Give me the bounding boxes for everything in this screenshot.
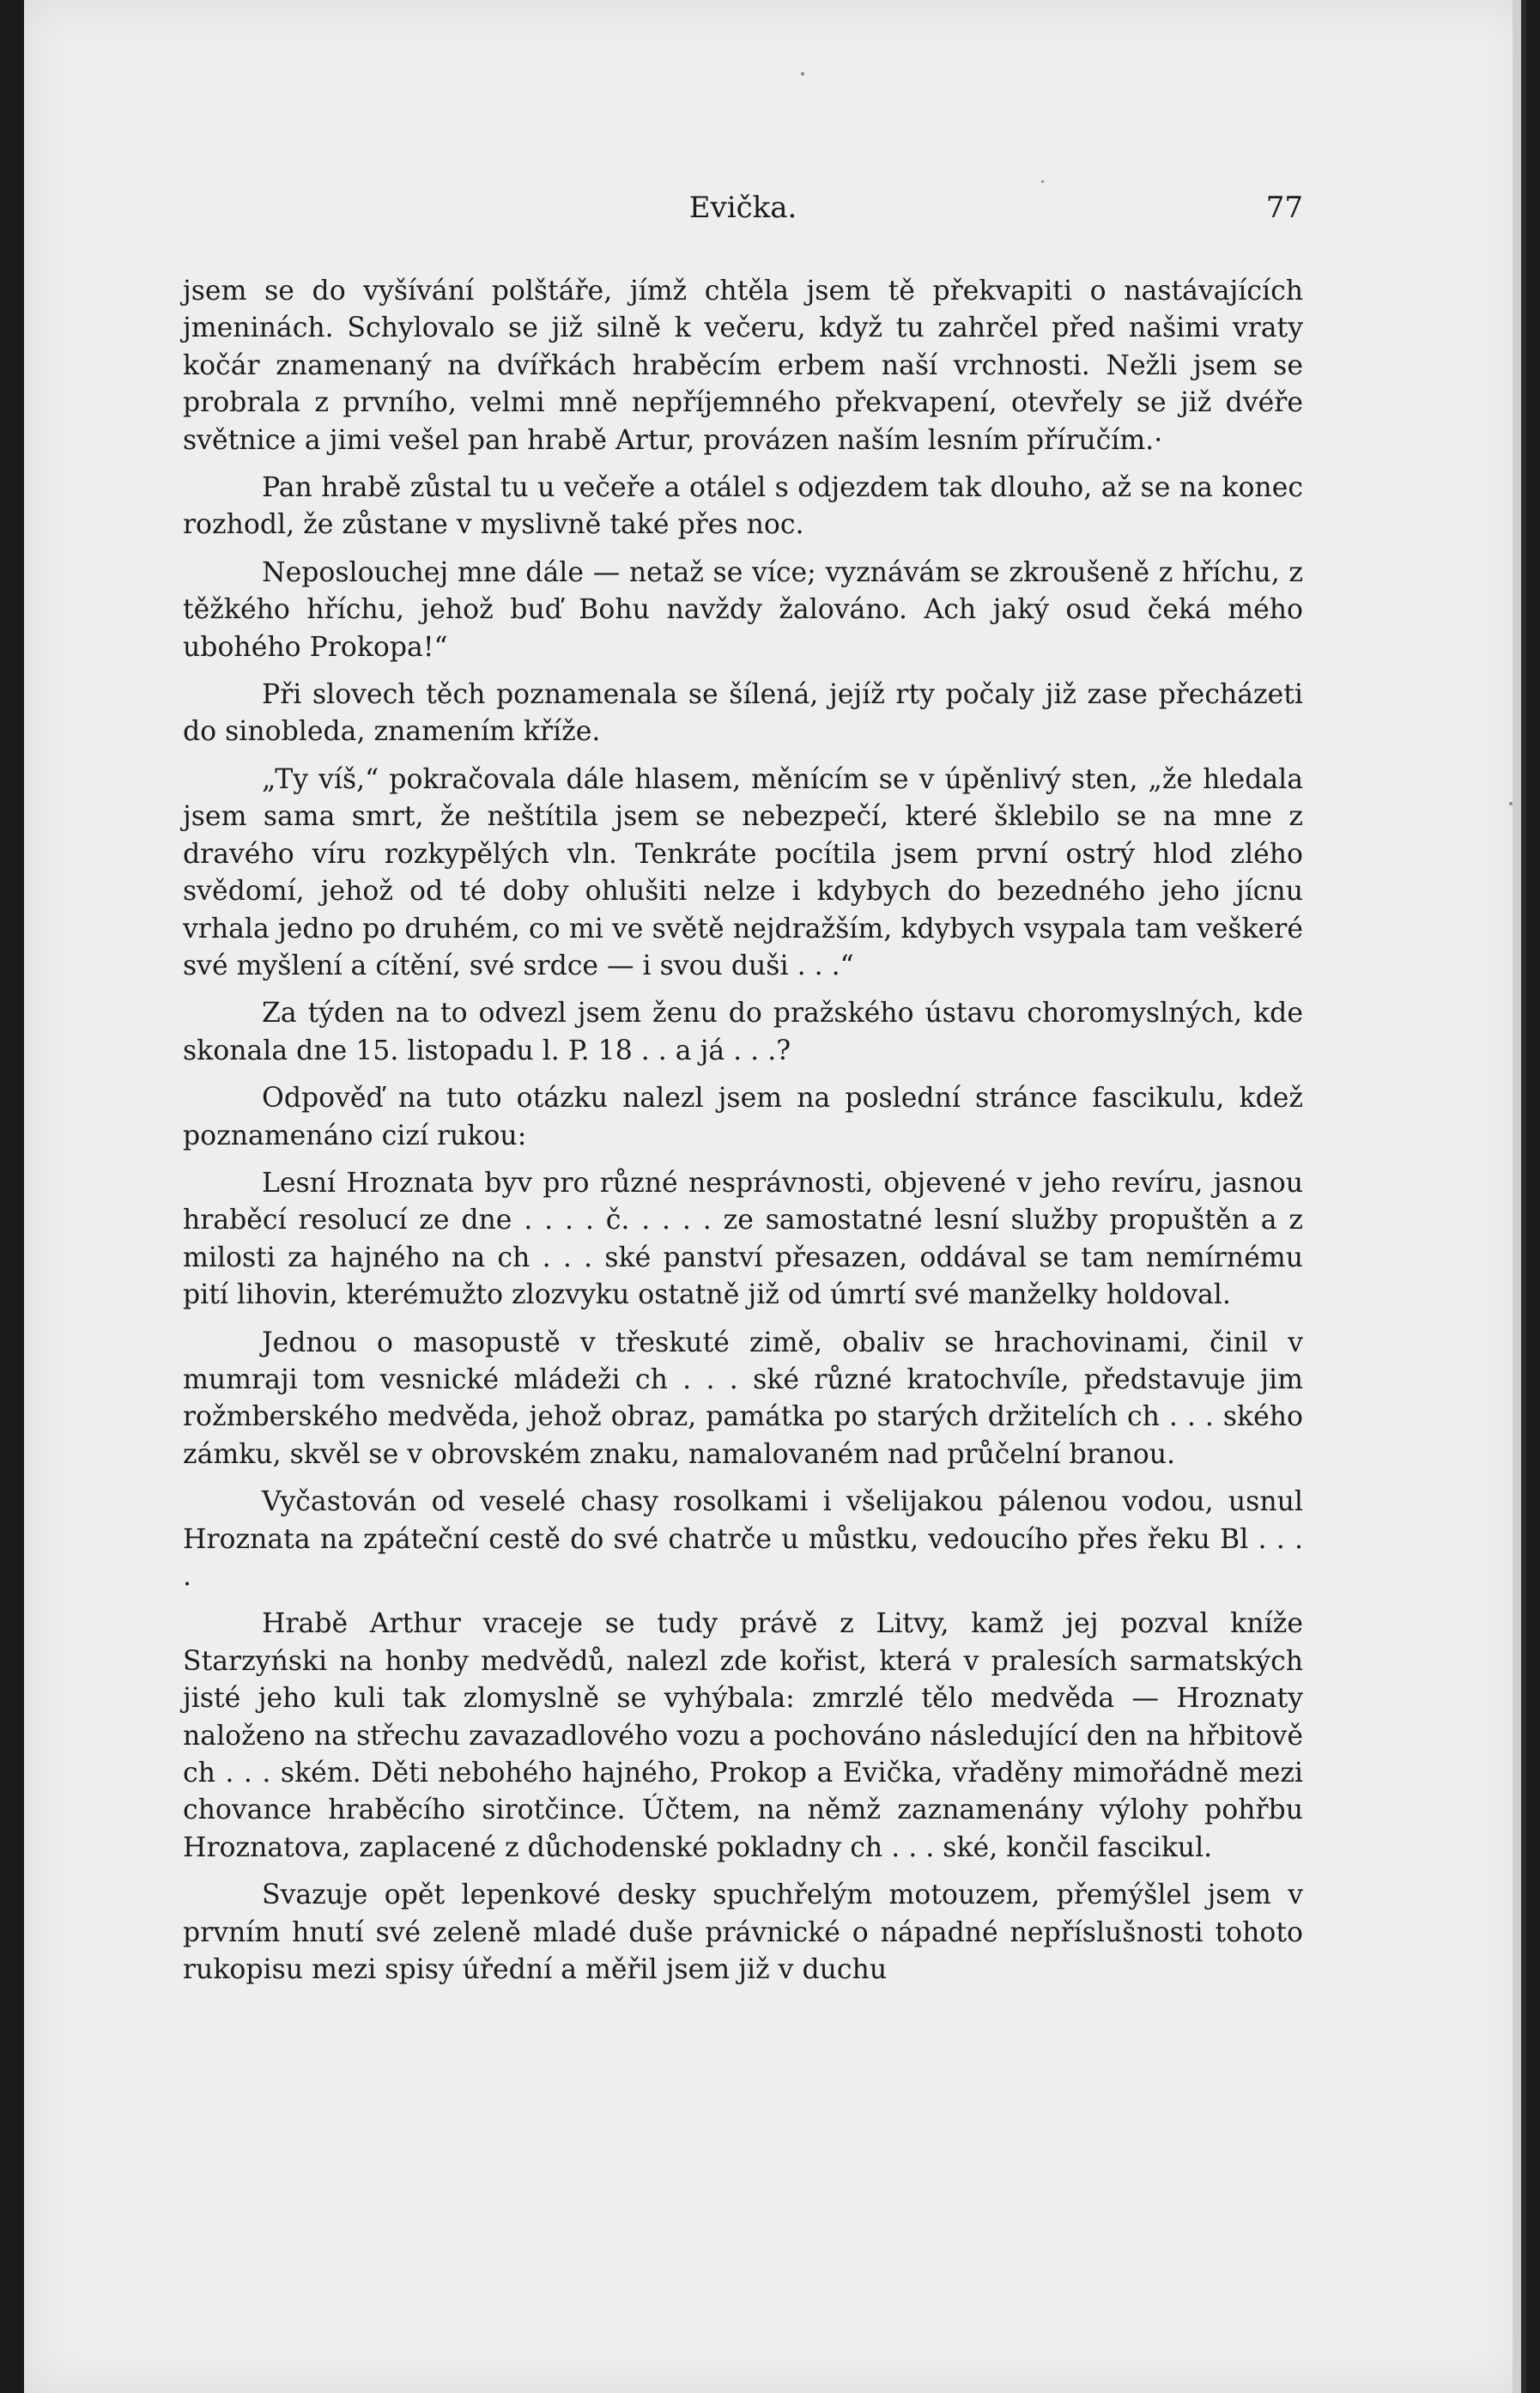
paragraph: „Ty víš,“ pokračovala dále hlasem, měnícím se v úpěnlivý sten, „že hledala jsem sama smrt, že neštítila jsem se nebezpečí, které šklebilo se na mne z dravého víru rozkypělých vln. Tenkráte pocítila jsem první ostrý hlod zlého svědomí, jehož od té doby ohlušiti nelze i kdybych do bezedného jeho jícnu vrhala jedno po druhém, co mi ve světě nejdražším, kdybych vsypala tam veškeré své myšlení a cítění, své srdce — i svou duši . . .“ xyxy=(183,763,1303,981)
paper-speck xyxy=(1041,180,1044,183)
page-edge-shadow xyxy=(1521,0,1526,2393)
paragraph: Pan hrabě zůstal tu u večeře a otálel s odjezdem tak dlouho, až se na konec rozhodl, že zůstane v myslivně také přes noc. xyxy=(183,472,1303,541)
paper-speck xyxy=(1509,802,1513,805)
paragraph: Jednou o masopustě v třeskuté zimě, obaliv se hrachovinami, činil v mumraji tom vesnické mládeži ch . . . ské různé kratochvíle, představuje jim rožmberského medvěda, jehož obraz, památka po starých držitelích ch . . . ského zámku, skvěl se v obrovském znaku, namalovaném nad průčelní branou. xyxy=(183,1327,1303,1470)
body-text xyxy=(183,273,1303,1999)
paragraph: Hrabě Arthur vraceje se tudy právě z Litvy, kamž jej pozval kníže Starzyński na honby medvědů, nalezl zde kořist, která v pralesích sarmatských jisté jeho kuli tak zlomyslně se vyhýbala: zmrzlé tělo medvěda — Hroznaty naloženo na střechu zavazadlového vozu a pochováno následující den na hřbitově ch . . . ském. Děti nebohého hajného, Prokop a Evička, vřaděny mimořádně mezi chovance hraběcího sirotčince. Účtem, na němž zaznamenány výlohy pohřbu Hroznatova, zaplacené z důchodenské pokladny ch . . . ské, končil fascikul. xyxy=(183,1608,1303,1863)
running-head xyxy=(183,191,1303,234)
paragraph: Za týden na to odvezl jsem ženu do pražského ústavu choromyslných, kde skonala dne 15. listopadu l. P. 18 . . a já . . .? xyxy=(183,998,1303,1066)
chapter-title: Evička. xyxy=(688,191,797,225)
page-number: 77 xyxy=(1265,191,1303,225)
paragraph: Neposlouchej mne dále — netaž se více; vyznávám se zkroušeně z hříchu, z těžkého hříchu, jehož buď Bohu navždy žalováno. Ach jaký osud čeká mého ubohého Prokopa!“ xyxy=(183,556,1303,663)
paragraph: Odpověď na tuto otázku nalezl jsem na poslední stránce fascikulu, kdež poznamenáno cizí rukou: xyxy=(183,1083,1303,1151)
book-page xyxy=(24,0,1526,2393)
paragraph: Svazuje opět lepenkové desky spuchřelým motouzem, přemýšlel jsem v prvním hnutí své zeleně mladé duše právnické o nápadné nepříslušnosti tohoto rukopisu mezi spisy úřední a měřil jsem již v duchu xyxy=(183,1880,1303,1986)
paper-speck xyxy=(801,72,804,76)
paragraph: jsem se do vyšívání polštáře, jímž chtěla jsem tě překvapiti o nastávajících jmeninách. Schylovalo se již silně k večeru, když tu zahrčel před našimi vraty kočár znamenaný na dvířkách hraběcím erbem naší vrchnosti. Nežli jsem se probrala z prvního, velmi mně nepříjemného překvapení, otevřely se již dvéře světnice a jimi vešel pan hrabě Artur, provázen naším lesním příručím.· xyxy=(183,276,1303,456)
paragraph: Vyčastován od veselé chasy rosolkami i všelijakou pálenou vodou, usnul Hroznata na zpáteční cestě do své chatrče u můstku, vedoucího přes řeku Bl . . . . xyxy=(183,1486,1303,1592)
paragraph: Lesní Hroznata byv pro různé nesprávnosti, objevené v jeho revíru, jasnou hraběcí resolucí ze dne . . . . č. . . . . ze samostatné lesní služby propuštěn a z milosti za hajného na ch . . . ské panství přesazen, oddával se tam nemírnému pití lihovin, kterémužto zlozvyku ostatně již od úmrtí své manželky holdoval. xyxy=(183,1167,1303,1311)
paragraph: Při slovech těch poznamenala se šílená, jejíž rty počaly již zase přecházeti do sinobleda, znamením kříže. xyxy=(183,679,1303,748)
